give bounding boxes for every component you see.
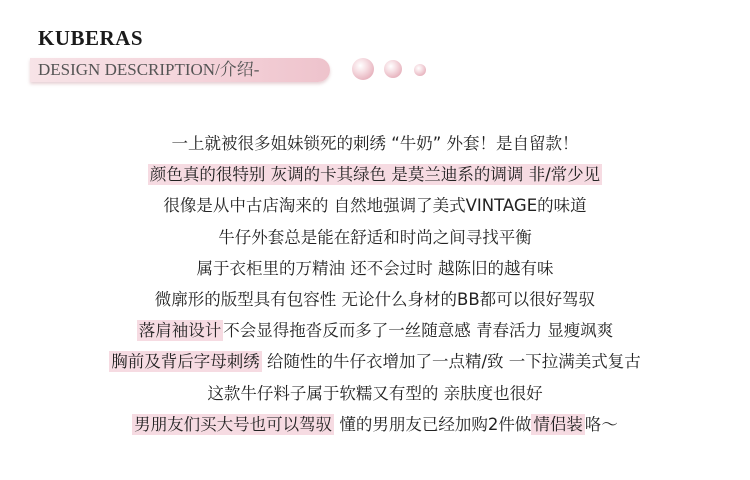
description-line	[0, 284, 750, 315]
description-line	[0, 128, 750, 159]
description-text: 微廓形的版型具有包容性 无论什么身材的BB都可以很好驾驭	[154, 289, 596, 309]
highlighted-text: 胸前及背后字母刺绣	[111, 352, 260, 372]
description-line	[0, 315, 750, 346]
description-text: 给随性的牛仔衣增加了一点精/致 一下拉满美式复古	[261, 352, 641, 372]
description-text: 懂的男朋友已经加购2件做	[334, 414, 532, 434]
brand-title: KUBERAS	[38, 26, 144, 50]
highlighted-text: 男朋友们买大号也可以驾驭	[134, 414, 333, 434]
decorative-pearl-large-icon	[352, 58, 374, 80]
description-text: 属于衣柜里的万精油 还不会过时 越陈旧的越有味	[196, 258, 554, 278]
description-text: 咯～	[584, 414, 618, 434]
description-text: 这款牛仔料子属于软糯又有型的 亲肤度也很好	[207, 383, 543, 403]
description-text: 很像是从中古店淘来的 自然地强调了美式VINTAGE的味道	[163, 196, 587, 216]
decorative-pearl-small-icon	[414, 64, 426, 76]
highlighted-text: 颜色真的很特别 灰调的卡其绿色 是莫兰迪系的调调 非/常少见	[149, 165, 601, 185]
description-text: 牛仔外套总是能在舒适和时尚之间寻找平衡	[218, 227, 532, 247]
description-line	[0, 378, 750, 409]
description-line	[0, 253, 750, 284]
description-line	[0, 190, 750, 221]
description-text: 一上就被很多姐妹锁死的刺绣 “牛奶” 外套！是自留款！	[171, 134, 579, 153]
highlighted-text: 落肩袖设计	[138, 321, 222, 341]
section-subtitle: DESIGN DESCRIPTION/介绍-	[38, 60, 260, 79]
description-line	[0, 222, 750, 253]
highlighted-text: 情侣装	[533, 414, 583, 434]
description-line	[0, 346, 750, 377]
product-description	[0, 128, 750, 440]
decorative-pearl-medium-icon	[384, 60, 402, 78]
description-line	[0, 409, 750, 440]
description-text: 不会显得拖沓反而多了一丝随意感 青春活力 显瘦飒爽	[223, 321, 614, 341]
description-line	[0, 159, 750, 190]
